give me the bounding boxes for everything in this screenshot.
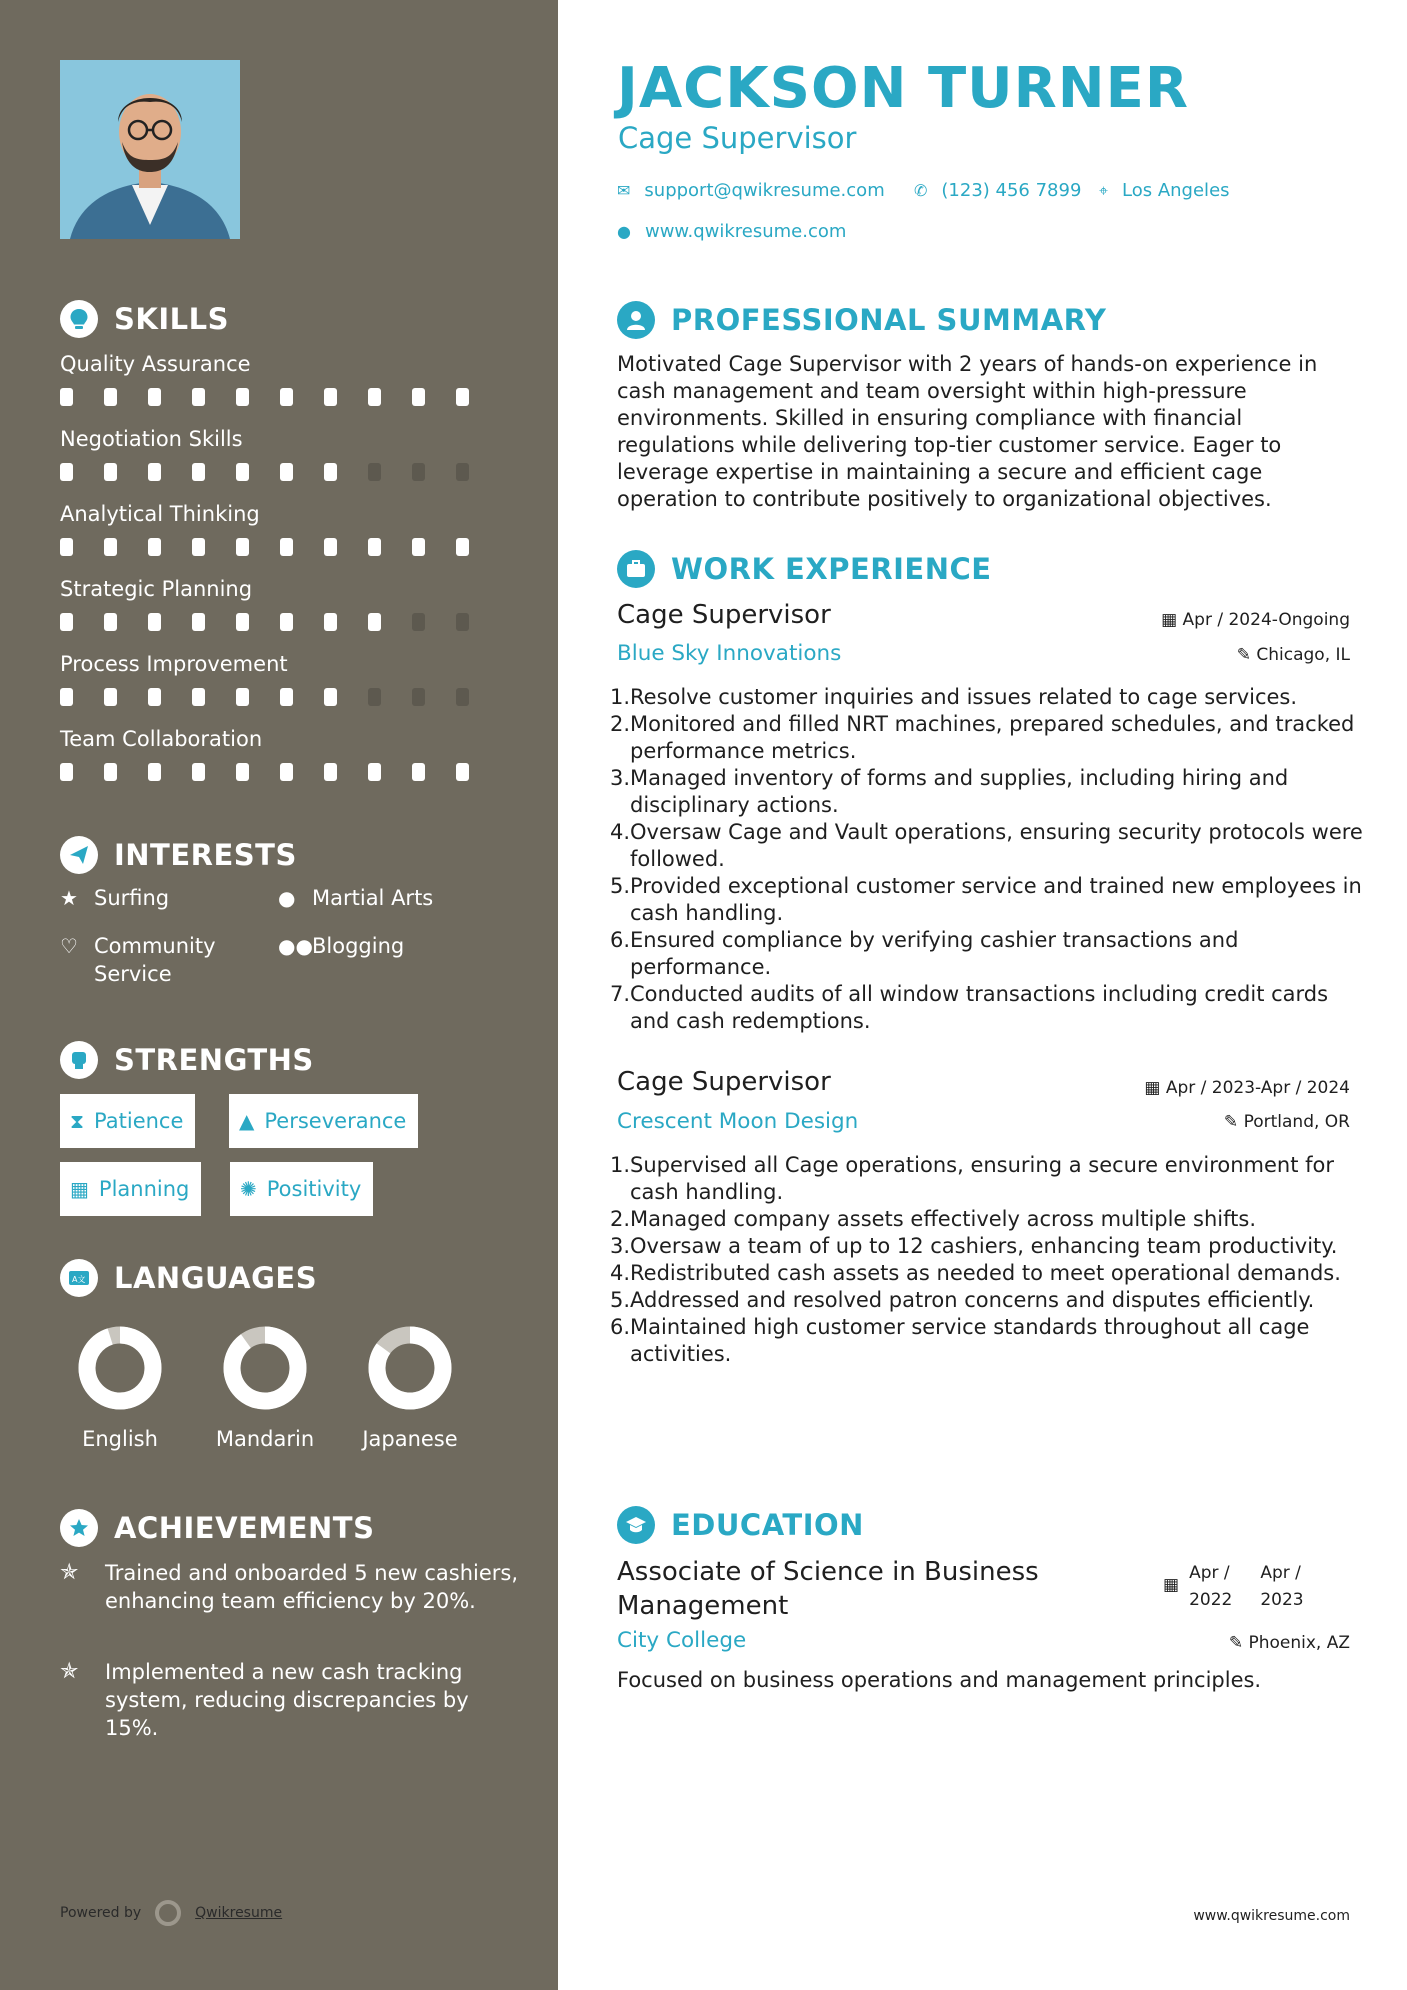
strengths-title: STRENGTHS	[114, 1043, 314, 1077]
job-bullet	[610, 1287, 1370, 1314]
job-title: Cage Supervisor	[617, 600, 831, 630]
globe-icon: ●	[278, 886, 296, 910]
location-text: Los Angeles	[1122, 180, 1230, 201]
bullet-number: 1.	[610, 685, 631, 709]
education-dates	[1163, 1560, 1304, 1614]
strength-label: Patience	[94, 1109, 184, 1133]
language-name: Japanese	[362, 1427, 458, 1451]
skill-dot	[280, 613, 293, 631]
skill-dot	[236, 613, 249, 631]
skill-dot	[280, 763, 293, 781]
skill-dot	[148, 538, 161, 556]
achievement-item	[60, 1658, 520, 1742]
job-bullet	[610, 873, 1370, 927]
skill-dot	[236, 763, 249, 781]
experience-heading	[617, 550, 992, 588]
job-title: Cage Supervisor	[617, 1067, 831, 1097]
strength-tag	[60, 1162, 201, 1216]
job-bullet	[610, 1233, 1370, 1260]
summary-heading	[617, 301, 1106, 339]
language-item	[195, 1325, 335, 1451]
education-start-month: Apr /	[1189, 1563, 1230, 1583]
job-bullet	[610, 1152, 1370, 1206]
experience-title: WORK EXPERIENCE	[671, 552, 992, 586]
job-dates-text: Apr / 2024-Ongoing	[1182, 610, 1350, 630]
fist-icon	[60, 1041, 98, 1079]
education-school: City College	[617, 1628, 747, 1653]
job-location	[1237, 645, 1350, 665]
summary-title: PROFESSIONAL SUMMARY	[671, 303, 1107, 337]
skill-dot	[324, 463, 337, 481]
skill-item	[60, 425, 500, 481]
skill-item	[60, 575, 500, 631]
job-bullet	[610, 927, 1370, 981]
job-bullets	[610, 1152, 1370, 1368]
language-icon	[60, 1259, 98, 1297]
skill-dot	[412, 388, 425, 406]
languages-title: LANGUAGES	[114, 1261, 318, 1295]
qwikresume-link[interactable]: Qwikresume	[195, 1905, 283, 1921]
candidate-role: Cage Supervisor	[618, 121, 857, 155]
job-bullet	[610, 711, 1370, 765]
achievement-text: Trained and onboarded 5 new cashiers, enhancing team efficiency by 20%.	[105, 1561, 519, 1613]
skill-dot	[236, 463, 249, 481]
skill-dot	[412, 463, 425, 481]
person-portrait-icon	[60, 60, 240, 239]
skill-dot	[280, 463, 293, 481]
bullet-number: 5.	[610, 1288, 631, 1312]
phone-text: (123) 456 7899	[941, 180, 1082, 201]
envelope-icon: ✉	[617, 181, 631, 200]
skill-dot	[456, 388, 469, 406]
job-location-text: Chicago, IL	[1256, 645, 1350, 665]
skill-dot	[60, 388, 73, 406]
education-degree: Associate of Science in Business Management	[617, 1557, 1039, 1621]
interest-item	[60, 932, 240, 988]
website-text: www.qwikresume.com	[644, 221, 847, 242]
contact-website[interactable]	[617, 221, 846, 242]
bullet-number: 3.	[610, 766, 631, 790]
briefcase-icon	[617, 550, 655, 588]
skill-name: Team Collaboration	[60, 727, 263, 751]
email-text: support@qwikresume.com	[644, 180, 885, 201]
skill-name: Analytical Thinking	[60, 502, 260, 526]
strength-label: Perseverance	[264, 1109, 407, 1133]
skill-item	[60, 650, 500, 706]
powered-by-label: Powered by	[60, 1905, 142, 1921]
bullet-text: Ensured compliance by verifying cashier transactions and performance.	[630, 928, 1239, 979]
bullet-text: Oversaw Cage and Vault operations, ensuring security protocols were followed.	[630, 820, 1363, 871]
job-company: Blue Sky Innovations	[617, 641, 842, 666]
bullet-number: 2.	[610, 1207, 631, 1231]
language-level-ring	[367, 1325, 453, 1411]
job-bullet	[610, 1314, 1370, 1368]
skill-dot	[368, 463, 381, 481]
skill-dot	[368, 613, 381, 631]
bullet-text: Monitored and filled NRT machines, prepared schedules, and tracked performance metrics.	[630, 712, 1355, 763]
skill-dot	[104, 688, 117, 706]
bullet-number: 1.	[610, 1153, 631, 1177]
pushpin-icon: ✎	[1228, 1633, 1249, 1653]
language-item	[340, 1325, 480, 1451]
bullet-number: 7.	[610, 982, 631, 1006]
sun-icon: ✺	[240, 1177, 257, 1201]
skill-dot	[192, 463, 205, 481]
skill-dot	[456, 463, 469, 481]
job-location-text: Portland, OR	[1243, 1112, 1350, 1132]
svg-text:A文: A文	[72, 1275, 86, 1284]
footer-website[interactable]: www.qwikresume.com	[1193, 1908, 1350, 1924]
bullet-text: Maintained high customer service standards throughout all cage activities.	[630, 1315, 1310, 1366]
skill-dot	[148, 388, 161, 406]
bullet-number: 6.	[610, 928, 631, 952]
job-dates	[1144, 1078, 1350, 1098]
language-name: Mandarin	[215, 1427, 315, 1451]
paper-plane-icon	[60, 836, 98, 874]
bullet-text: Addressed and resolved patron concerns and disputes efficiently.	[630, 1288, 1315, 1312]
calendar-icon: ▦	[70, 1177, 89, 1201]
hourglass-icon: ⧗	[70, 1109, 85, 1133]
bullet-number: 6.	[610, 1315, 631, 1339]
job-company: Crescent Moon Design	[617, 1109, 859, 1134]
language-name: English	[82, 1427, 158, 1451]
bullet-text: Oversaw a team of up to 12 cashiers, enhancing team productivity.	[630, 1234, 1338, 1258]
star-icon: ★	[60, 886, 78, 910]
skill-dot	[236, 538, 249, 556]
skills-title: SKILLS	[114, 302, 229, 336]
skill-item	[60, 350, 500, 406]
education-location-text: Phoenix, AZ	[1248, 1633, 1350, 1653]
interest-item	[278, 884, 433, 912]
skill-dot	[192, 538, 205, 556]
powered-by	[60, 1900, 282, 1926]
bullet-number: 3.	[610, 1234, 631, 1258]
skill-rating	[60, 688, 500, 706]
skill-dot	[412, 613, 425, 631]
skill-name: Strategic Planning	[60, 577, 253, 601]
interest-label: Community Service	[94, 934, 216, 986]
globe-icon: ●	[617, 222, 631, 241]
skill-dot	[148, 463, 161, 481]
qwikresume-logo-icon	[155, 1900, 181, 1926]
skill-dot	[60, 688, 73, 706]
skill-dot	[412, 688, 425, 706]
candidate-name: JACKSON TURNER	[617, 56, 1190, 121]
bullet-number: 4.	[610, 820, 631, 844]
calendar-icon: ▦	[1163, 1575, 1180, 1595]
languages-heading	[60, 1259, 317, 1297]
skill-dot	[456, 688, 469, 706]
strength-tag	[60, 1094, 195, 1148]
skill-dot	[104, 538, 117, 556]
language-level-ring	[77, 1325, 163, 1411]
skill-dot	[104, 613, 117, 631]
skill-dot	[60, 763, 73, 781]
bullet-number: 2.	[610, 712, 631, 736]
strengths-heading	[60, 1041, 314, 1079]
profile-photo	[60, 60, 240, 239]
users-icon: ●●	[278, 934, 313, 958]
skill-dot	[104, 388, 117, 406]
language-level-ring	[222, 1325, 308, 1411]
skill-rating	[60, 613, 500, 631]
skill-dot	[324, 388, 337, 406]
interest-label: Blogging	[312, 934, 405, 958]
job-dates-text: Apr / 2023-Apr / 2024	[1165, 1078, 1350, 1098]
interest-label: Martial Arts	[312, 886, 434, 910]
lightbulb-icon	[60, 300, 98, 338]
achievements-title: ACHIEVEMENTS	[114, 1511, 375, 1545]
calendar-icon: ▦	[1161, 610, 1183, 630]
pushpin-icon: ✎	[1223, 1112, 1244, 1132]
skill-dot	[412, 763, 425, 781]
user-icon	[617, 301, 655, 339]
skill-dot	[368, 538, 381, 556]
job-bullet	[610, 981, 1370, 1035]
education-title: EDUCATION	[671, 1508, 864, 1542]
bullet-text: Managed company assets effectively across multiple shifts.	[630, 1207, 1256, 1231]
hand-icon: ♡	[60, 934, 78, 958]
pushpin-icon: ✎	[1236, 645, 1257, 665]
language-item	[50, 1325, 190, 1451]
job-bullet	[610, 1260, 1370, 1287]
skill-dot	[412, 538, 425, 556]
skill-dot	[368, 763, 381, 781]
skill-dot	[280, 538, 293, 556]
skill-dot	[192, 688, 205, 706]
skill-dot	[456, 538, 469, 556]
main-content	[558, 0, 1407, 1990]
contact-location	[1099, 180, 1230, 201]
strength-tag	[230, 1162, 373, 1216]
skill-name: Negotiation Skills	[60, 427, 243, 451]
star-badge-icon	[60, 1509, 98, 1547]
summary-text: Motivated Cage Supervisor with 2 years of hands-on experience in cash management and team oversight within high-pressure environments. Skilled in ensuring compliance with financial regulations while delivering top-tier customer service. Eager to leverage expertise in maintaining a secure and efficient cage operation to contribute positively to organizational objectives.	[617, 352, 1318, 511]
bullet-text: Managed inventory of forms and supplies, including hiring and disciplinary actions.	[630, 766, 1289, 817]
education-start-year: 2022	[1189, 1590, 1233, 1610]
calendar-icon: ▦	[1144, 1078, 1166, 1098]
contact-email[interactable]	[617, 180, 885, 201]
contact-phone[interactable]	[914, 180, 1081, 201]
skill-dot	[368, 388, 381, 406]
skill-dot	[60, 463, 73, 481]
interest-item	[278, 932, 404, 960]
skill-dot	[324, 538, 337, 556]
skill-dot	[368, 688, 381, 706]
job-bullet	[610, 765, 1370, 819]
skill-dot	[236, 688, 249, 706]
education-end-year: 2023	[1260, 1590, 1304, 1610]
bullet-number: 4.	[610, 1261, 631, 1285]
skill-dot	[324, 688, 337, 706]
bullet-text: Redistributed cash assets as needed to meet operational demands.	[630, 1261, 1341, 1285]
job-dates	[1161, 610, 1350, 630]
skill-rating	[60, 388, 500, 406]
strength-label: Planning	[98, 1177, 190, 1201]
bullet-text: Provided exceptional customer service and trained new employees in cash handling.	[630, 874, 1362, 925]
graduation-cap-icon	[617, 1506, 655, 1544]
skill-dot	[192, 613, 205, 631]
skill-dot	[192, 388, 205, 406]
job-bullet	[610, 819, 1370, 873]
skill-dot	[60, 613, 73, 631]
skill-dot	[148, 763, 161, 781]
road-icon: ▲	[239, 1109, 255, 1133]
sidebar	[0, 0, 558, 1990]
interests-heading	[60, 836, 297, 874]
skills-heading	[60, 300, 229, 338]
achievement-item	[60, 1559, 520, 1615]
education-location	[1229, 1633, 1350, 1653]
interest-label: Surfing	[94, 886, 170, 910]
job-bullets	[610, 684, 1370, 1035]
education-end-month: Apr /	[1260, 1563, 1301, 1583]
education-start	[1189, 1560, 1232, 1614]
interests-title: INTERESTS	[114, 838, 297, 872]
skill-name: Quality Assurance	[60, 352, 251, 376]
skill-dot	[280, 688, 293, 706]
skill-dot	[60, 538, 73, 556]
strength-tag	[229, 1094, 418, 1148]
skill-dot	[192, 763, 205, 781]
education-heading	[617, 1506, 864, 1544]
skill-rating	[60, 538, 500, 556]
skill-dot	[104, 763, 117, 781]
skill-dot	[148, 613, 161, 631]
skill-dot	[324, 613, 337, 631]
skill-dot	[148, 688, 161, 706]
education-end	[1260, 1560, 1303, 1614]
skill-item	[60, 500, 500, 556]
education-description: Focused on business operations and management principles.	[617, 1668, 1262, 1692]
bullet-text: Conducted audits of all window transactions including credit cards and cash redemptions.	[630, 982, 1329, 1033]
job-bullet	[610, 684, 1370, 711]
shooting-star-icon: ✯	[60, 1659, 79, 1684]
skill-dot	[104, 463, 117, 481]
interest-item	[60, 884, 169, 912]
skill-dot	[236, 388, 249, 406]
bullet-text: Resolve customer inquiries and issues related to cage services.	[630, 685, 1298, 709]
achievements-heading	[60, 1509, 374, 1547]
bullet-text: Supervised all Cage operations, ensuring a secure environment for cash handling.	[630, 1153, 1335, 1204]
language-ring-fill	[87, 1335, 153, 1401]
skill-dot	[280, 388, 293, 406]
shooting-star-icon: ✯	[60, 1560, 79, 1585]
skill-dot	[324, 763, 337, 781]
skill-item	[60, 725, 500, 781]
phone-icon: ✆	[914, 181, 928, 200]
strength-label: Positivity	[266, 1177, 362, 1201]
language-ring-fill	[232, 1335, 298, 1401]
skill-dot	[456, 613, 469, 631]
skill-dot	[456, 763, 469, 781]
job-location	[1224, 1112, 1350, 1132]
skill-name: Process Improvement	[60, 652, 288, 676]
map-pin-icon: ⌖	[1099, 180, 1109, 200]
bullet-number: 5.	[610, 874, 631, 898]
skill-rating	[60, 463, 500, 481]
job-bullet	[610, 1206, 1370, 1233]
achievement-text: Implemented a new cash tracking system, reducing discrepancies by 15%.	[105, 1660, 469, 1740]
skill-rating	[60, 763, 500, 781]
